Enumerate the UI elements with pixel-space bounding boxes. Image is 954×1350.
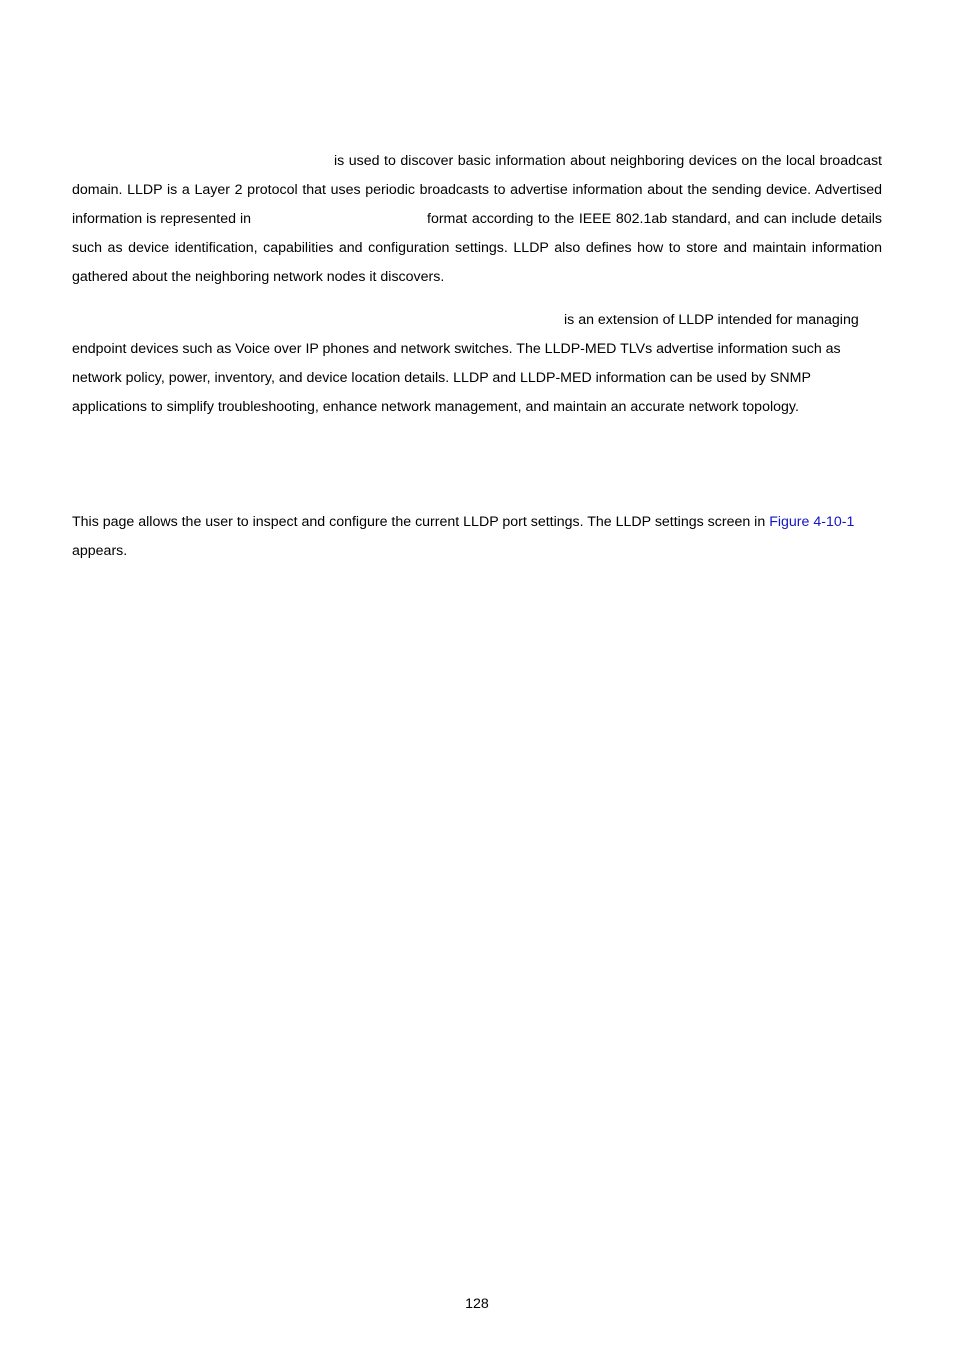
lldp-med-text-2: endpoint devices such as Voice over IP phones and network switches. The LLDP-MED TLVs advertise information such as: [72, 341, 841, 357]
figure-link[interactable]: Figure 4-10-1: [769, 514, 855, 530]
lldp-intro-text-4: such as device identification, capabilities and configuration settings. LLDP also defines how to store and maintain information: [72, 240, 882, 256]
lldp-intro-line-5: [72, 263, 882, 292]
lldp-intro-text-5: gathered about the neighboring network nodes it discovers.: [72, 269, 445, 285]
lldp-intro-text-1: is used to discover basic information about neighboring devices on the local broadcast: [334, 153, 882, 169]
lldp-intro-text-3b: format according to the IEEE 802.1ab standard, and can include details: [427, 211, 882, 227]
config-text-1: This page allows the user to inspect and configure the current LLDP port settings. The LLDP settings screen in: [72, 514, 766, 530]
lldp-intro-text-3a: information is represented in: [72, 211, 252, 227]
page-number: 128: [465, 1296, 489, 1312]
lldp-med-paragraph: [72, 306, 882, 422]
lldp-med-text-4: applications to simplify troubleshooting, enhance network management, and maintain an accurate network topology.: [72, 399, 799, 415]
lldp-med-line-3: [72, 364, 882, 393]
lldp-med-text-1: is an extension of LLDP intended for managing: [564, 312, 859, 328]
lldp-med-line-1: [72, 306, 882, 335]
lldp-intro-line-2: [72, 176, 882, 205]
config-text-2: appears.: [72, 543, 128, 559]
lldp-intro-line-4: [72, 234, 882, 263]
lldp-intro-line-3: [72, 205, 882, 234]
config-line-2: [72, 537, 882, 566]
lldp-intro-text-2: domain. LLDP is a Layer 2 protocol that uses periodic broadcasts to advertise information about the sending device. Advertised: [72, 182, 882, 198]
config-paragraph: [72, 508, 882, 566]
lldp-med-line-2: [72, 335, 882, 364]
lldp-intro-line-1: [72, 147, 882, 176]
lldp-med-line-4: [72, 393, 882, 422]
lldp-intro-paragraph: [72, 147, 882, 292]
lldp-med-text-3: network policy, power, inventory, and device location details. LLDP and LLDP-MED information can be used by SNMP: [72, 370, 811, 386]
config-line-1: [72, 508, 882, 537]
